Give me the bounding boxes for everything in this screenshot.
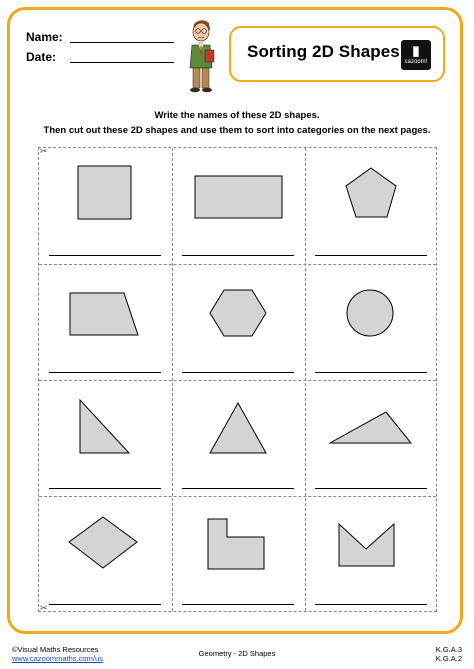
- shapes-grid: [38, 147, 437, 612]
- date-field[interactable]: [70, 62, 174, 63]
- shape-card[interactable]: [39, 497, 172, 613]
- copyright-text: ©Visual Maths Resources: [12, 645, 99, 654]
- shape-card[interactable]: [172, 497, 305, 613]
- answer-line[interactable]: [49, 488, 161, 489]
- answer-line[interactable]: [182, 604, 294, 605]
- pentagon-icon: [305, 148, 438, 243]
- standard-code: K.G.A.2: [435, 654, 462, 663]
- title-box: [229, 26, 445, 82]
- shape-card[interactable]: [305, 497, 438, 613]
- answer-line[interactable]: [182, 372, 294, 373]
- rectangle-icon: [172, 148, 305, 243]
- instruction-line-1: Write the names of these 2D shapes.: [154, 110, 320, 121]
- name-label: Name:: [26, 30, 63, 44]
- answer-line[interactable]: [49, 255, 161, 256]
- rhombus-icon: [39, 497, 172, 592]
- logo-text: cazoom!: [404, 59, 428, 65]
- answer-line[interactable]: [182, 488, 294, 489]
- teacher-illustration: [182, 16, 220, 94]
- cazoom-logo: [401, 40, 431, 70]
- answer-line[interactable]: [315, 604, 427, 605]
- cazoom-logo-mark-icon: ▮: [412, 43, 420, 58]
- shape-card[interactable]: [305, 264, 438, 380]
- m-shape-icon: [305, 497, 438, 592]
- page-title: Sorting 2D Shapes: [247, 42, 400, 61]
- shape-card[interactable]: [172, 381, 305, 497]
- name-field[interactable]: [70, 42, 174, 43]
- shape-card[interactable]: [39, 381, 172, 497]
- website-link[interactable]: www.cazoommaths.com/us: [12, 654, 103, 663]
- shape-card[interactable]: [39, 264, 172, 380]
- footer-topic: Geometry - 2D Shapes: [198, 649, 276, 658]
- answer-line[interactable]: [49, 372, 161, 373]
- shape-card[interactable]: [305, 148, 438, 264]
- scissor-icon: ✂: [40, 146, 48, 156]
- circle-icon: [305, 264, 438, 359]
- standard-code: K.G.A.3: [435, 645, 462, 654]
- trapezium-icon: [39, 264, 172, 359]
- answer-line[interactable]: [49, 604, 161, 605]
- isosceles-triangle-icon: [172, 381, 305, 476]
- date-label: Date:: [26, 50, 57, 64]
- answer-line[interactable]: [315, 255, 427, 256]
- obtuse-triangle-icon: [305, 381, 438, 476]
- hexagon-icon: [172, 264, 305, 359]
- square-icon: [39, 148, 172, 243]
- answer-line[interactable]: [182, 255, 294, 256]
- shape-card[interactable]: [172, 148, 305, 264]
- shape-card[interactable]: [39, 148, 172, 264]
- l-shape-icon: [172, 497, 305, 592]
- answer-line[interactable]: [315, 372, 427, 373]
- scissor-icon: ✂: [40, 603, 48, 613]
- instruction-line-2: Then cut out these 2D shapes and use them to sort into categories on the next pages.: [43, 125, 431, 136]
- answer-line[interactable]: [315, 488, 427, 489]
- footer-codes: [436, 645, 462, 663]
- shape-card[interactable]: [172, 264, 305, 380]
- shape-card[interactable]: [305, 381, 438, 497]
- right-triangle-icon: [39, 381, 172, 476]
